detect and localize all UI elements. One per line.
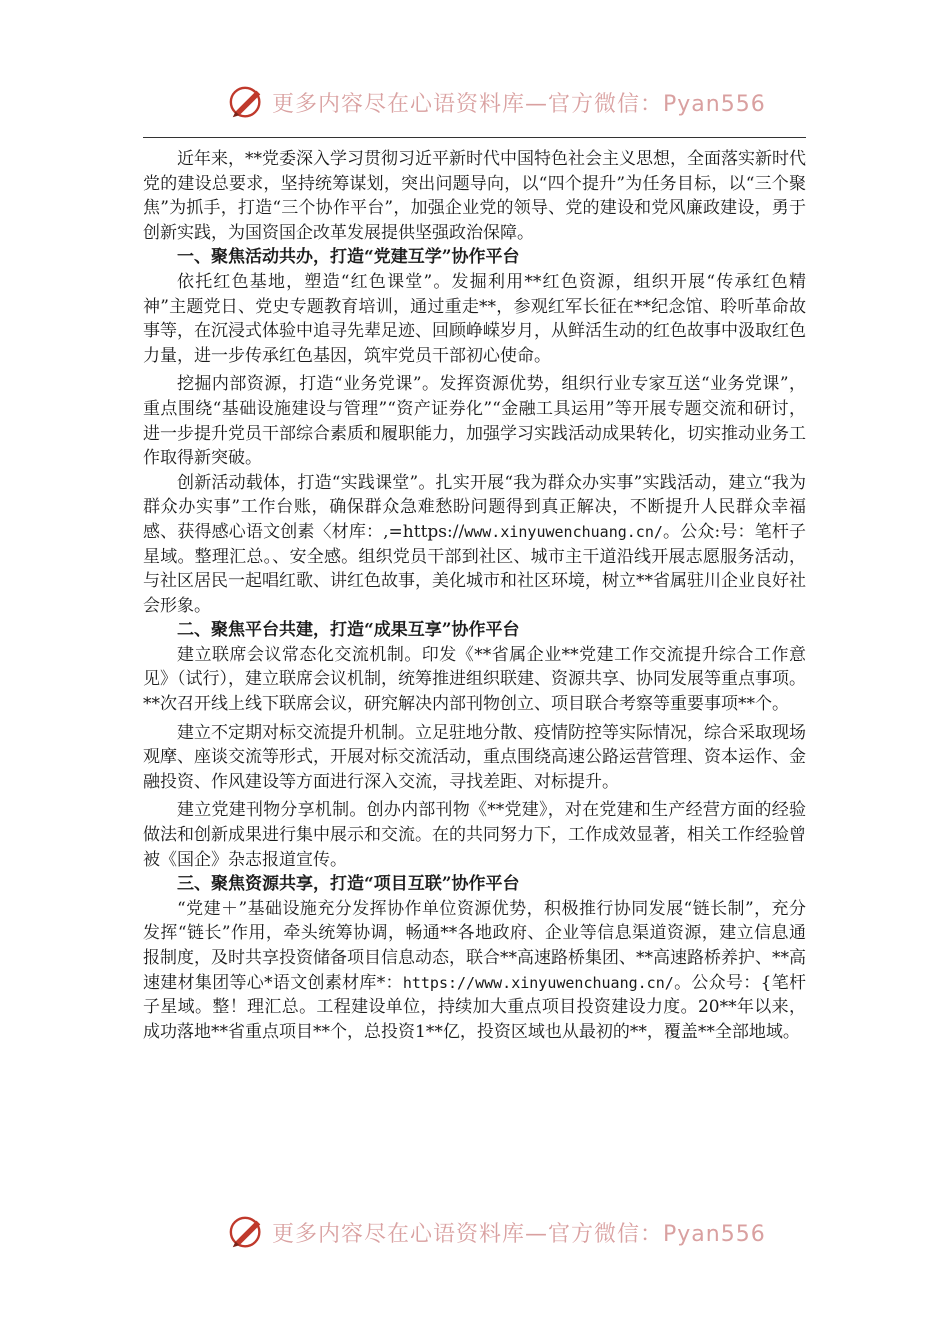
footer-banner xyxy=(228,1210,766,1254)
document-body xyxy=(143,147,806,1044)
section-heading-3: 三、聚焦资源共享，打造“项目互联”协作平台 xyxy=(177,874,520,895)
paragraph-text: “党建＋”基础设施充分发挥协作单位资源优势，积极推行协同发展“链长制”，充分发挥“链长”作用，牵头统筹协调，畅通**各地政府、企业等信息渠道资源，建立信息通报制度，及时共享投资储备项目信息动态，联合**高速路桥集团、**高速路桥养护、**高速建材集团等心*语文创素材库*： xyxy=(143,898,806,993)
paragraph-text: 。公众:号：笔杆子星域。整理汇总。、安全感。组织党员干部到社区、城市主干道沿线开展志愿服务活动，与社区居民一起唱红歌、讲红色故事，美化城市和社区环境，树立**省属驻川企业良好社会形象。 xyxy=(143,521,806,616)
paragraph-practice-classroom xyxy=(143,471,806,619)
header-divider xyxy=(143,137,806,138)
paragraph-journal-sharing: 建立党建刊物分享机制。创办内部刊物《**党建》，对在党建和生产经营方面的经验做法和创新成果进行集中展示和交流。在的共同努力下，工作成效显著，相关工作经验曾被《国企》杂志报道宣传。 xyxy=(143,800,806,870)
paragraph-text: 。公众号：{笔杆子星域。整！理汇总。工程建设单位，持续加大重点项目投资建设力度。20**年以来，成功落地**省重点项目**个，总投资1**亿，投资区域也从最初的**，覆盖**全部地域。 xyxy=(143,972,806,1042)
banner-text: 更多内容尽在心语资料库—官方微信：Pyan556 xyxy=(272,91,766,117)
paragraph-business-lesson: 挖掘内部资源，打造“业务党课”。发挥资源优势，组织行业专家互送“业务党课”，重点围绕“基础设施建设与管理”“资产证券化”“金融工具运用”等开展专题交流和研讨，进一步提升党员干部综合素质和履职能力，加强学习实践活动成果转化，切实推动业务工作取得新突破。 xyxy=(143,374,806,469)
paragraph-joint-meeting: 建立联席会议常态化交流机制。印发《**省属企业**党建工作交流提升综合工作意见》（试行），建立联席会议机制，统筹推进组织联建、资源共享、协同发展等重点事项。**次召开线上线下联席会议，研究解决内部刊物创立、项目联合考察等重要事项**个。 xyxy=(143,644,806,715)
pen-logo-icon xyxy=(228,1213,266,1251)
url-text: www.xinyuwenchuang.cn/ xyxy=(464,522,663,541)
section-heading-1: 一、聚焦活动共办，打造“党建互学”协作平台 xyxy=(177,247,520,268)
banner-text: 更多内容尽在心语资料库—官方微信：Pyan556 xyxy=(272,1221,766,1247)
paragraph-chain-leader xyxy=(143,897,806,1045)
pen-logo-icon xyxy=(228,83,266,121)
section-heading-2: 二、聚焦平台共建，打造“成果互享”协作平台 xyxy=(177,620,520,641)
url-text: https://www.xinyuwenchuang.cn/ xyxy=(402,973,674,992)
intro-paragraph: 近年来，**党委深入学习贯彻习近平新时代中国特色社会主义思想，全面落实新时代党的建设总要求，坚持统筹谋划，突出问题导向，以“四个提升”为任务目标，以“三个聚焦”为抓手，打造“三个协作平台”，加强企业党的领导、党的建设和党风廉政建设，勇于创新实践，为国资国企改革发展提供坚强政治保障。 xyxy=(143,149,806,243)
header-banner xyxy=(228,80,766,124)
paragraph-text: 创新活动载体，打造“实践课堂”。扎实开展“我为群众办实事”实践活动，建立“我为群众办实事”工作台账，确保群众急难愁盼问题得到真正解决，不断提升人民群众幸福感、获得感心语文创素〈材库：,=https:// xyxy=(143,472,806,542)
paragraph-red-classroom: 依托红色基地，塑造“红色课堂”。发掘利用**红色资源，组织开展“传承红色精神”主题党日、党史专题教育培训，通过重走**，参观红军长征在**纪念馆、聆听革命故事等，在沉浸式体验中追寻先辈足迹、回顾峥嵘岁月，从鲜活生动的红色故事中汲取红色力量，进一步传承红色基因，筑牢党员干部初心使命。 xyxy=(143,271,806,366)
paragraph-benchmark-exchange: 建立不定期对标交流提升机制。立足驻地分散、疫情防控等实际情况，综合采取现场观摩、座谈交流等形式，开展对标交流活动，重点围绕高速公路运营管理、资本运作、金融投资、作风建设等方面进行深入交流，寻找差距、对标提升。 xyxy=(143,722,806,792)
